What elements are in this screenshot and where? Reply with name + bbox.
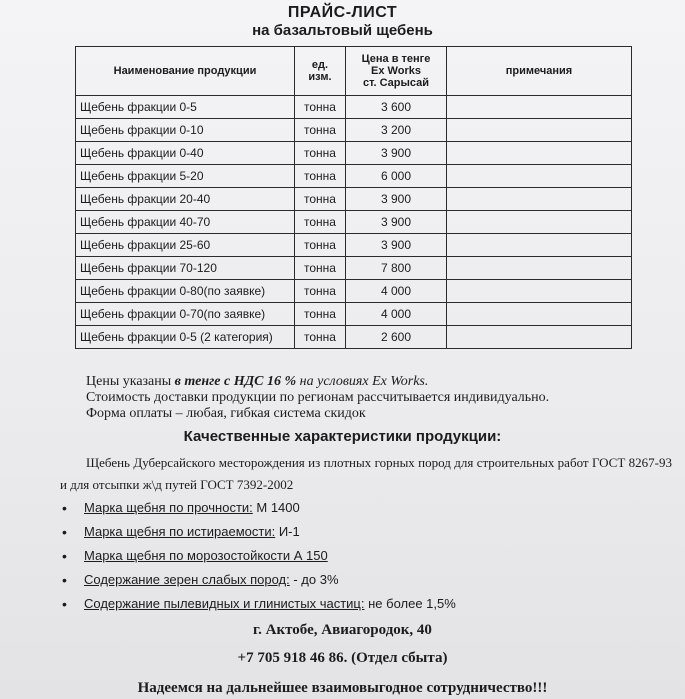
cell-note xyxy=(447,326,632,349)
document-subtitle: на базальтовый щебень xyxy=(252,22,433,39)
table-row xyxy=(76,280,632,303)
header-price-line1: Цена в тенге xyxy=(361,53,431,65)
cell-unit: тонна xyxy=(295,234,346,257)
cell-unit: тонна xyxy=(295,211,346,234)
characteristic-label: Марка щебня по прочности: xyxy=(84,500,253,515)
table-row xyxy=(76,142,632,165)
header-unit xyxy=(295,47,346,96)
cell-price: 6 000 xyxy=(346,165,447,188)
contact-phone: +7 705 918 46 86. (Отдел сбыта) xyxy=(237,650,448,666)
cell-unit: тонна xyxy=(295,142,346,165)
bullet-icon: • xyxy=(62,500,67,516)
bullet-icon: • xyxy=(62,548,67,564)
characteristic-value: - до 3% xyxy=(289,572,339,587)
characteristic-value: И-1 xyxy=(275,524,300,539)
list-item xyxy=(62,592,456,616)
table-row xyxy=(76,234,632,257)
header-price-line3: ст. Сарысай xyxy=(362,77,430,89)
cell-price: 4 000 xyxy=(346,280,447,303)
header-unit-line2: изм. xyxy=(308,71,332,83)
characteristic-value: не более 1,5% xyxy=(364,596,456,611)
cell-unit: тонна xyxy=(295,280,346,303)
cell-product-name: Щебень фракции 70-120 xyxy=(76,257,295,280)
cell-note xyxy=(447,165,632,188)
header-product-name: Наименование продукции xyxy=(76,47,295,96)
cell-price: 7 800 xyxy=(346,257,447,280)
table-row xyxy=(76,303,632,326)
cell-unit: тонна xyxy=(295,257,346,280)
price-notes xyxy=(86,374,549,422)
table-row xyxy=(76,188,632,211)
characteristic-label: Содержание зерен слабых пород: xyxy=(84,572,290,587)
list-item xyxy=(62,544,456,568)
cell-note xyxy=(447,188,632,211)
cell-note xyxy=(447,96,632,119)
cell-unit: тонна xyxy=(295,96,346,119)
bullet-icon: • xyxy=(62,572,67,588)
cell-price: 3 900 xyxy=(346,211,447,234)
list-item xyxy=(62,496,456,520)
footer-text: Надеемся на дальнейшее взаимовыгодное сотрудничество!!! xyxy=(137,680,548,696)
cell-unit: тонна xyxy=(295,326,346,349)
cell-price: 4 000 xyxy=(346,303,447,326)
header-unit-line1: ед. xyxy=(311,59,329,71)
cell-unit: тонна xyxy=(295,188,346,211)
cell-price: 3 900 xyxy=(346,142,447,165)
bullet-icon: • xyxy=(62,596,67,612)
cell-note xyxy=(447,234,632,257)
cell-note xyxy=(447,280,632,303)
table-row xyxy=(76,165,632,188)
cell-note xyxy=(447,257,632,280)
cell-note xyxy=(447,119,632,142)
cell-product-name: Щебень фракции 40-70 xyxy=(76,211,295,234)
cell-product-name: Щебень фракции 25-60 xyxy=(76,234,295,257)
characteristic-label: Содержание пылевидных и глинистых частиц: xyxy=(84,596,365,611)
quality-title: Качественные характеристики продукции: xyxy=(183,428,502,445)
note-price-suffix: на условиях Ex Works. xyxy=(296,374,429,389)
cell-product-name: Щебень фракции 0-70(по заявке) xyxy=(76,303,295,326)
note-price-prefix: Цены указаны xyxy=(86,374,175,389)
table-row xyxy=(76,119,632,142)
cell-product-name: Щебень фракции 20-40 xyxy=(76,188,295,211)
note-price-terms xyxy=(86,374,549,390)
price-table-body xyxy=(76,96,632,349)
cell-product-name: Щебень фракции 5-20 xyxy=(76,165,295,188)
cell-price: 3 900 xyxy=(346,234,447,257)
table-row xyxy=(76,96,632,119)
list-item xyxy=(62,520,456,544)
cell-unit: тонна xyxy=(295,165,346,188)
header-price-line2: Ex Works xyxy=(371,65,421,77)
characteristic-label: Марка щебня по морозостойкости А 150 xyxy=(84,548,328,563)
quality-description: Щебень Дуберсайского месторождения из плотных горных пород для строительных работ ГОСТ 8267-93 и для отсыпки ж\д путей ГОСТ 7392-2002 xyxy=(60,455,672,492)
cell-price: 3 200 xyxy=(346,119,447,142)
characteristic-value: М 1400 xyxy=(252,500,300,515)
cell-note xyxy=(447,211,632,234)
table-row xyxy=(76,257,632,280)
cell-product-name: Щебень фракции 0-80(по заявке) xyxy=(76,280,295,303)
cell-product-name: Щебень фракции 0-5 xyxy=(76,96,295,119)
price-table xyxy=(75,46,632,349)
table-row xyxy=(76,211,632,234)
quality-list xyxy=(62,496,456,616)
cell-product-name: Щебень фракции 0-10 xyxy=(76,119,295,142)
list-item xyxy=(62,568,456,592)
cell-note xyxy=(447,303,632,326)
note-payment: Форма оплаты – любая, гибкая система скидок xyxy=(86,406,366,421)
cell-note xyxy=(447,142,632,165)
characteristic-label: Марка щебня по истираемости: xyxy=(84,524,276,539)
note-delivery: Стоимость доставки продукции по регионам рассчитывается индивидуально. xyxy=(86,390,550,405)
cell-unit: тонна xyxy=(295,303,346,326)
header-price xyxy=(346,47,447,96)
cell-unit: тонна xyxy=(295,119,346,142)
cell-price: 3 900 xyxy=(346,188,447,211)
cell-price: 2 600 xyxy=(346,326,447,349)
bullet-icon: • xyxy=(62,524,67,540)
cell-product-name: Щебень фракции 0-5 (2 категория) xyxy=(76,326,295,349)
cell-price: 3 600 xyxy=(346,96,447,119)
cell-product-name: Щебень фракции 0-40 xyxy=(76,142,295,165)
contact-address: г. Актобе, Авиагородок, 40 xyxy=(253,622,432,638)
table-header-row xyxy=(76,47,632,96)
header-notes: примечания xyxy=(447,47,632,96)
document-title: ПРАЙС-ЛИСТ xyxy=(287,4,398,21)
table-row xyxy=(76,326,632,349)
note-price-vat: в тенге с НДС 16 % xyxy=(174,374,297,389)
